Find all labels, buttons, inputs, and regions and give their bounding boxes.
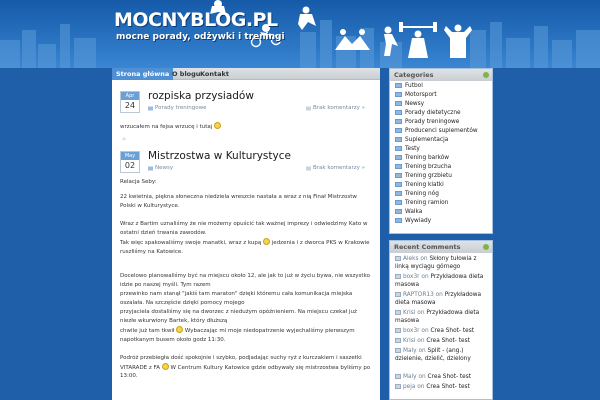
post-text: Tak więc spakowaliśmy swoje manatki, wraz z kupą	[120, 240, 262, 246]
main-navigation	[112, 68, 380, 80]
comment-icon	[306, 106, 311, 111]
folder-icon	[395, 110, 402, 115]
category-item[interactable]: Motorsport	[395, 91, 437, 100]
post-date-day: 24	[124, 101, 136, 110]
widget-title: Categories	[390, 69, 492, 81]
comment-post-link[interactable]: Skłony tułowia z linką wyciągu górnego	[395, 256, 477, 270]
post-paragraph	[120, 326, 372, 344]
folder-icon	[395, 209, 402, 214]
category-item[interactable]: Trening grzbietu	[395, 172, 452, 181]
category-item[interactable]: Walka	[395, 208, 422, 217]
post-comments-link[interactable]: Brak komentarzy »	[313, 165, 365, 171]
comment-item: Krisi on Crea Shot- test	[395, 337, 489, 345]
comment-item: Krisi on Przykładowa dieta masowa	[395, 310, 480, 324]
nav-item-contact[interactable]: Kontakt	[200, 70, 229, 78]
post-paragraph: Wraz z Bartim uznaliśmy że nie możemy opuścić tak ważnej imprezy i odwiedzimy Kato w ostatni dzień trwania zawodów.	[120, 221, 368, 236]
category-item[interactable]: Porady treningowe	[395, 118, 459, 127]
post-date-month: May	[121, 152, 139, 160]
site-header	[0, 0, 600, 68]
comment-author[interactable]: box3r	[403, 328, 420, 334]
divider-arrow-icon: »	[122, 135, 127, 143]
skyline-illustration	[0, 0, 600, 68]
folder-icon	[395, 101, 402, 106]
folder-icon	[395, 83, 402, 88]
category-item[interactable]: Testy	[395, 145, 420, 154]
recent-comments-widget	[389, 240, 493, 400]
widget-toggle-icon[interactable]	[483, 244, 489, 250]
nav-item-home[interactable]: Strona główna	[112, 68, 173, 80]
comment-item: peja on Crea Shot- test	[395, 383, 489, 391]
post-paragraph: Docelowo planowaliśmy być na miejscu około 12, ale jak to już w życiu bywa, nie wszystko idzie po naszej myśli. Tym razem	[120, 273, 370, 288]
comment-post-link[interactable]: Przykładowa dieta masowa	[395, 310, 480, 324]
post	[112, 148, 380, 400]
post-paragraph	[120, 354, 372, 381]
comment-author[interactable]: RAPTOR13	[403, 292, 434, 298]
folder-icon	[395, 218, 402, 223]
category-item[interactable]: Newsy	[395, 100, 424, 109]
site-tagline: mocne porady, odżywki i treningi	[116, 32, 285, 42]
post-title[interactable]: Mistrzostwa w Kulturystyce	[148, 150, 291, 162]
post-text: chwile już tam tkwił	[120, 328, 175, 334]
post-text: Podróż przebiegła dość spokojnie i szybko, podjadając suchy ryż z kurczakiem i saszetki VITARADE z FA	[120, 355, 362, 371]
category-item[interactable]: Porady dietetyczne	[395, 109, 461, 118]
comment-author[interactable]: Krisi	[403, 310, 416, 316]
post-paragraph	[120, 122, 372, 132]
widget-title: Recent Comments	[390, 241, 492, 253]
folder-icon	[395, 137, 402, 142]
folder-icon	[395, 146, 402, 151]
comment-item: RAPTOR13 on Przykładowa dieta masowa	[395, 292, 482, 306]
comment-post-link[interactable]: Crea Shot- test	[430, 328, 474, 334]
comment-author[interactable]: Krisi	[403, 338, 416, 344]
post-paragraph: Relacja Seby:	[120, 179, 157, 185]
category-item[interactable]: Suplementacja	[395, 136, 448, 145]
folder-icon	[395, 164, 402, 169]
categories-widget	[389, 68, 493, 234]
category-item[interactable]: Trening klatki	[395, 181, 444, 190]
comment-icon	[395, 292, 401, 297]
comment-icon	[395, 374, 401, 379]
comment-item: Maly on Split - (ang.) dzielenie, dzielić, dzielony	[395, 348, 471, 362]
comment-author[interactable]: peja	[403, 384, 416, 390]
folder-icon	[148, 106, 153, 111]
category-item[interactable]: Trening ramion	[395, 199, 448, 208]
folder-icon	[148, 166, 153, 171]
comment-author[interactable]: box3r	[403, 274, 420, 280]
comment-post-link[interactable]: Crea Shot- test	[426, 338, 470, 344]
post-date-month: Apr	[121, 92, 139, 100]
post-paragraph: przyjaciela dostaliśmy się na dworzec z niedużym opóźnieniem. Na miejscu czekał już niezłe wkurwiony Bartek, który dłuższą	[120, 309, 357, 324]
smiley-icon	[214, 122, 221, 129]
smiley-icon	[176, 326, 183, 333]
category-item[interactable]: Wywiady	[395, 217, 431, 226]
comment-post-link[interactable]: Przykładowa dieta masowa	[395, 292, 482, 306]
category-item[interactable]: Trening brzucha	[395, 163, 451, 172]
comment-icon	[395, 274, 401, 279]
post-category[interactable]: Porady treningowe	[155, 105, 207, 111]
post-text: Wybaczając mi moje niedopatrzenie wyjechaliśmy pierwszym napotkanym busem około godz 11:30.	[120, 328, 355, 343]
comment-icon	[395, 256, 401, 261]
comment-post-link[interactable]: Crea Shot- test	[427, 374, 472, 380]
post	[112, 88, 380, 148]
comment-author[interactable]: Aleks	[403, 256, 419, 262]
post-paragraph	[120, 238, 372, 256]
folder-icon	[395, 173, 402, 178]
site-title[interactable]: MOCNYBLOG.PL	[114, 9, 278, 31]
folder-icon	[395, 200, 402, 205]
comment-item: Aleks on Skłony tułowia z linką wyciągu górnego	[395, 256, 477, 270]
comment-icon	[395, 338, 401, 343]
comment-item: Maly on Crea Shot- test	[395, 373, 489, 381]
folder-icon	[395, 128, 402, 133]
category-item[interactable]: Trening nóg	[395, 190, 439, 199]
post-date-badge	[120, 151, 140, 173]
nav-item-about[interactable]: O blogu	[172, 70, 201, 78]
post-text: W Centrum Kultury Katowice gdzie odbywały się mistrzostwa byliśmy po 13:00.	[120, 364, 371, 379]
comment-icon	[395, 384, 401, 389]
smiley-icon	[263, 238, 270, 245]
comment-post-link[interactable]: Crea Shot- test	[426, 384, 470, 390]
comment-author[interactable]: Maly	[403, 374, 417, 380]
post-date-badge	[120, 91, 140, 113]
comment-icon	[395, 328, 401, 333]
folder-icon	[395, 182, 402, 187]
post-category[interactable]: Newsy	[155, 165, 174, 171]
comment-icon	[306, 166, 311, 171]
post-paragraph: przewinko nam stanął "jakiś tam maraton" dzięki któremu cała komunikacja miejska oszalała. Na szczęście dzięki pomocy mojego	[120, 291, 353, 306]
folder-icon	[395, 92, 402, 97]
comment-post-link[interactable]: Split - (ang.) dzielenie, dzielić, dzielony	[395, 348, 471, 362]
post-text: wrzucałem na fejsa wrzucę i tutaj	[120, 124, 213, 130]
widget-toggle-icon[interactable]	[483, 72, 489, 78]
post-paragraph: 22 kwietnia, piękna słoneczna niedziela wreszcie nastała a wraz z nią Finał Mistrzostw Polski w Kulturystyce.	[120, 194, 357, 209]
content-area	[112, 68, 380, 400]
post-date-day: 02	[124, 161, 136, 170]
comment-author[interactable]: Maly	[403, 348, 417, 354]
comment-item: box3r on Crea Shot- test	[395, 327, 489, 335]
category-item[interactable]: Producenci suplementów	[395, 127, 478, 136]
folder-icon	[395, 155, 402, 160]
post-comments-link[interactable]: Brak komentarzy »	[313, 105, 365, 111]
comment-icon	[395, 310, 401, 315]
category-item[interactable]: Trening barków	[395, 154, 449, 163]
category-item[interactable]: Futbol	[395, 82, 423, 91]
comment-item: box3r on Przykładowa dieta masowa	[395, 274, 484, 288]
comment-icon	[395, 348, 401, 353]
folder-icon	[395, 191, 402, 196]
smiley-icon	[162, 363, 169, 370]
folder-icon	[395, 119, 402, 124]
post-text: jedzenia i z dworca PKS w Krakowie ruszliśmy na Katowice.	[120, 240, 370, 255]
comment-post-link[interactable]: Przykładowa dieta masowa	[395, 274, 484, 288]
post-title[interactable]: rozpiska przysiadów	[148, 90, 254, 102]
